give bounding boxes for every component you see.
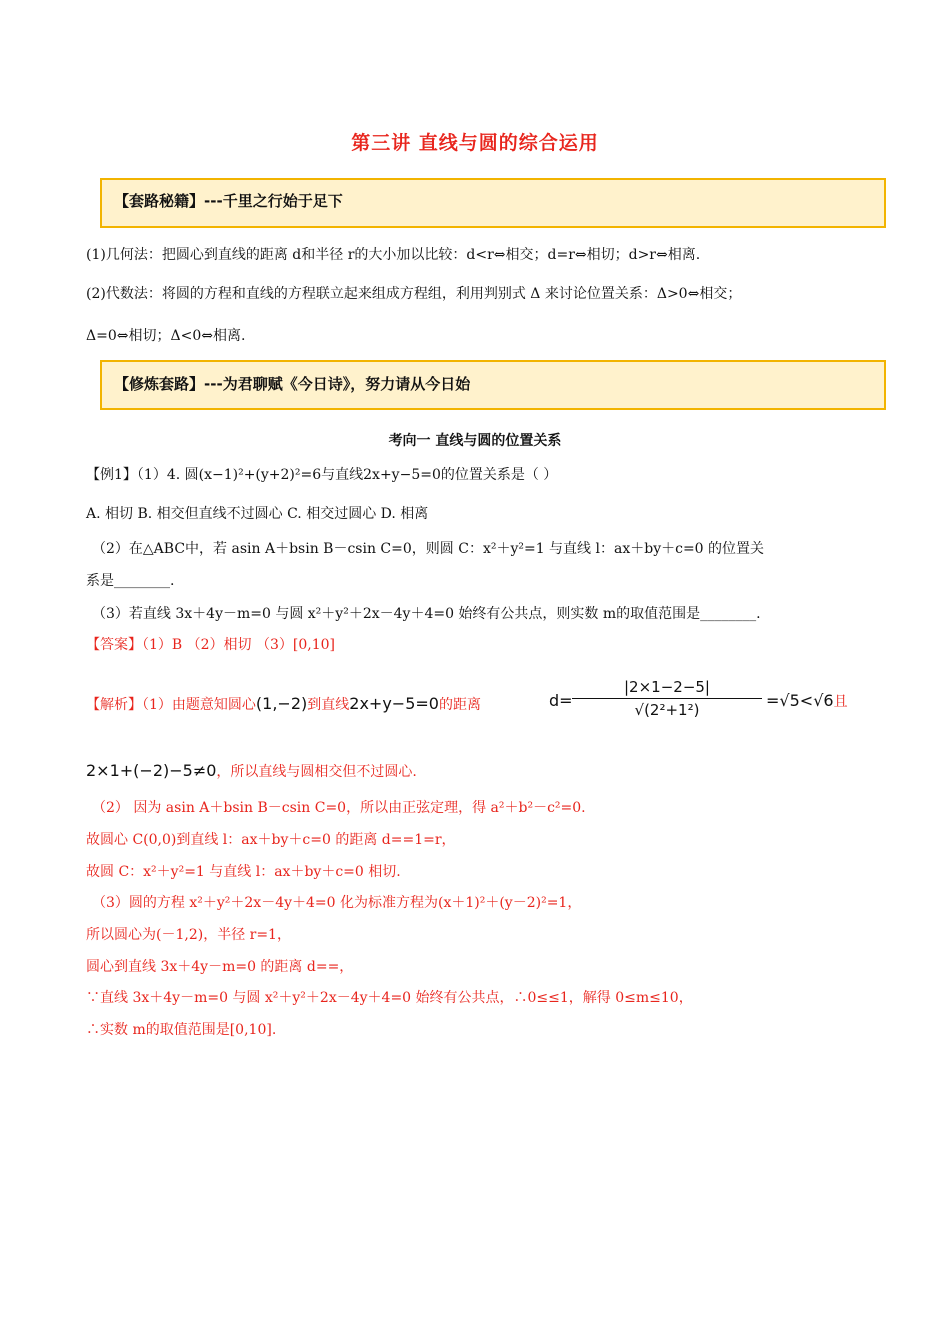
formula-distance-word: 的距离 [438,697,481,713]
tips-banner-subtitle: ---千里之行始于足下 [204,192,343,210]
formula-to-line: 到直线 [307,697,350,713]
method-line-3: Δ=0⇔相切；Δ<0⇔相离. [86,328,246,344]
example-options: A. 相切 B. 相交但直线不过圆心 C. 相交过圆心 D. 相离 [86,506,429,522]
section-title: 考向一 直线与圆的位置关系 [388,433,562,449]
analysis-line-5: 故圆 C：x²＋y²=1 与直线 l：ax＋by＋c=0 相切. [86,864,401,880]
page-title: 第三讲 直线与圆的综合运用 [351,132,599,154]
distance-fraction [572,678,762,719]
method-line-1: (1)几何法：把圆心到直线的距离 d和半径 r的大小加以比较：d<r⇔相交；d=r⇔相切；d>r⇔相离. [86,247,701,263]
example-question-3: （3）若直线 3x＋4y－m=0 与圆 x²＋y²＋2x－4y＋4=0 始终有公共点，则实数 m的取值范围是________. [92,606,761,622]
formula-comparison [766,691,848,711]
tips-banner-label: 【套路秘籍】 [114,192,205,210]
practice-banner-subtitle: ---为君聊赋《今日诗》，努力请从今日始 [204,375,471,393]
practice-banner [100,360,886,410]
example-question-2: （2）在△ABC中，若 asin A＋bsin B－csin C=0，则圆 C：x²＋y²=1 与直线 l：ax＋by＋c=0 的位置关 [92,541,765,557]
analysis-line-10: ∴实数 m的取值范围是[0,10]. [86,1022,277,1038]
distance-formula [86,678,886,726]
analysis-label: 【解析】（1）由题意知圆心 [86,697,256,713]
analysis-line-7: 所以圆心为(－1,2)，半径 r=1， [86,927,291,943]
analysis-line-3: （2） 因为 asin A＋bsin B－csin C=0，所以由正弦定理，得 a²＋b²－c²=0. [92,800,586,816]
method-line-2: (2)代数法：将圆的方程和直线的方程联立起来组成方程组，利用判别式 Δ 来讨论位置关系：Δ>0⇔相交； [86,286,742,302]
example-question-2-cont: 系是________. [86,573,175,589]
comparison-value: =√5<√6 [766,691,834,710]
center-check-conclusion: ，所以直线与圆相交但不过圆心. [216,764,417,780]
analysis-line-8: 圆心到直线 3x＋4y－m=0 的距离 d==， [86,959,354,975]
center-check-expression: 2×1+(−2)−5≠0 [86,761,217,780]
comparison-tail: 且 [833,694,848,710]
formula-lead [86,694,481,714]
analysis-line-4: 故圆心 C(0,0)到直线 l：ax＋by＋c=0 的距离 d==1=r， [86,832,456,848]
analysis-line-6: （3）圆的方程 x²＋y²＋2x－4y＋4=0 化为标准方程为(x＋1)²＋(y－2)²=1， [92,895,582,911]
fraction-numerator: |2×1−2−5| [572,678,762,699]
line-equation: 2x+y−5=0 [349,694,439,713]
analysis-line-9: ∵直线 3x＋4y－m=0 与圆 x²＋y²＋2x－4y＋4=0 始终有公共点，∴0≤≤1，解得 0≤m≤10， [86,990,693,1006]
practice-banner-label: 【修炼套路】 [114,375,205,393]
fraction-denominator: √(2²+1²) [634,701,700,719]
circle-center: (1,−2) [255,694,308,713]
tips-banner [100,178,886,228]
answer-line: 【答案】（1）B （2）相切 （3）[0,10] [86,637,336,653]
formula-d-equals: d= [549,691,573,710]
example-question-1: 【例1】（1）4. 圆(x−1)²+(y+2)²=6与直线2x+y−5=0的位置关系是（ ） [86,467,558,483]
analysis-line-2 [86,762,886,781]
